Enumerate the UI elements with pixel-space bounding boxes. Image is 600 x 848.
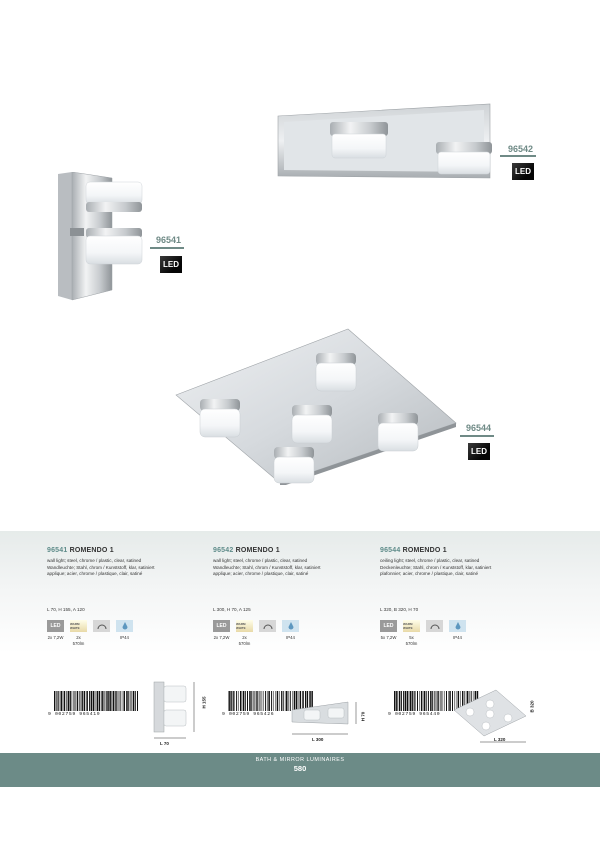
product-dimensions: L 320, B 320, H 70 — [380, 607, 419, 612]
ip-caption: IP44 — [453, 635, 462, 640]
dimension-height: H 155 — [201, 696, 207, 709]
water-drop-icon — [116, 620, 133, 632]
beam-icon — [93, 620, 110, 632]
warm-white-icon: WARM WHITE — [403, 620, 420, 632]
product-name: ROMENDO 1 — [235, 547, 280, 554]
product-title — [47, 547, 207, 554]
dimension-length: L 320 — [494, 737, 506, 742]
led-icon: LED — [380, 620, 397, 632]
dimension-length: L 300 — [312, 737, 324, 742]
photo-code-rule — [500, 155, 536, 157]
spec-icons — [47, 620, 133, 632]
photo-code-96544: 96544 — [466, 423, 492, 433]
dimension-width: B 320 — [529, 700, 535, 713]
product-column-96542 — [213, 547, 373, 578]
photo-code-rule — [150, 247, 184, 249]
product-column-96541 — [47, 547, 207, 578]
dimension-drawing-96544 — [450, 688, 530, 746]
product-title — [380, 547, 540, 554]
product-photo-96541 — [52, 172, 152, 302]
warm-white-icon: WARM WHITE — [236, 620, 253, 632]
product-dimensions: L 70, H 155, A 120 — [47, 607, 85, 612]
spec-captions — [377, 635, 469, 646]
product-description — [213, 558, 373, 578]
lumen-caption: 2x 570lm — [72, 635, 85, 646]
dimension-drawing-96542 — [290, 700, 360, 746]
product-title — [213, 547, 373, 554]
spec-captions — [44, 635, 136, 646]
spec-captions — [210, 635, 302, 646]
ean-number: 9 002759 965419 — [48, 712, 101, 717]
dimension-drawing-96541 — [150, 680, 212, 750]
desc-fr: applique; acier, chrome / plastique, clair, satiné — [47, 571, 143, 577]
page-footer — [0, 753, 600, 787]
photo-code-96542: 96542 — [508, 144, 534, 154]
lumen-caption: 2x 570lm — [238, 635, 251, 646]
ean-number: 9 002759 965440 — [388, 712, 441, 717]
product-dimensions: L 300, H 70, A 125 — [213, 607, 251, 612]
dimension-length: L 70 — [160, 741, 169, 746]
product-description — [380, 558, 540, 578]
desc-de: Deckenleuchte; Stahl, chrom / Kunststoff, klar, satiniert — [380, 564, 492, 570]
photo-code-rule — [460, 435, 494, 437]
ip-caption: IP44 — [120, 635, 129, 640]
beam-icon — [426, 620, 443, 632]
section-title: BATH & MIRROR LUMINAIRES — [255, 757, 345, 763]
led-badge: LED — [512, 163, 534, 180]
product-photo-96542 — [272, 100, 502, 190]
power-caption: 2x 7,2W — [213, 635, 230, 640]
power-caption: 5x 7,2W — [380, 635, 397, 640]
desc-fr: plafonnier; acier, chrome / plastique, clair, satiné — [380, 571, 479, 577]
product-code: 96542 — [213, 547, 234, 554]
desc-de: Wandleuchte; Stahl, chrom / Kunststoff, klar, satiniert — [47, 564, 155, 570]
desc-en: wall light; steel, chrome / plastic, clear, satined — [47, 558, 142, 563]
ip-caption: IP44 — [286, 635, 295, 640]
spec-icons — [213, 620, 299, 632]
product-column-96544 — [380, 547, 540, 578]
water-drop-icon — [449, 620, 466, 632]
led-badge: LED — [160, 256, 182, 273]
desc-en: wall light; steel, chrome / plastic, clear, satined — [213, 558, 308, 563]
water-drop-icon — [282, 620, 299, 632]
product-description — [47, 558, 207, 578]
spec-icons — [380, 620, 466, 632]
power-caption: 2x 7,2W — [47, 635, 64, 640]
led-badge: LED — [468, 443, 490, 460]
warm-white-icon: WARM WHITE — [70, 620, 87, 632]
page-number: 580 — [293, 764, 307, 773]
product-code: 96541 — [47, 547, 68, 554]
photo-code-96541: 96541 — [156, 235, 182, 245]
product-name: ROMENDO 1 — [402, 547, 447, 554]
led-icon: LED — [47, 620, 64, 632]
led-icon: LED — [213, 620, 230, 632]
dimension-height: H 70 — [360, 711, 366, 722]
beam-icon — [259, 620, 276, 632]
product-code: 96544 — [380, 547, 401, 554]
desc-en: ceiling light; steel, chrome / plastic, clear, satined — [380, 558, 480, 563]
desc-fr: applique; acier, chrome / plastique, clair, satiné — [213, 571, 309, 577]
lumen-caption: 5x 570lm — [405, 635, 418, 646]
desc-de: Wandleuchte; Stahl, chrom / Kunststoff, klar, satiniert — [213, 564, 321, 570]
product-name: ROMENDO 1 — [69, 547, 114, 554]
ean-number: 9 002759 965426 — [222, 712, 275, 717]
product-photo-96544 — [170, 325, 460, 485]
